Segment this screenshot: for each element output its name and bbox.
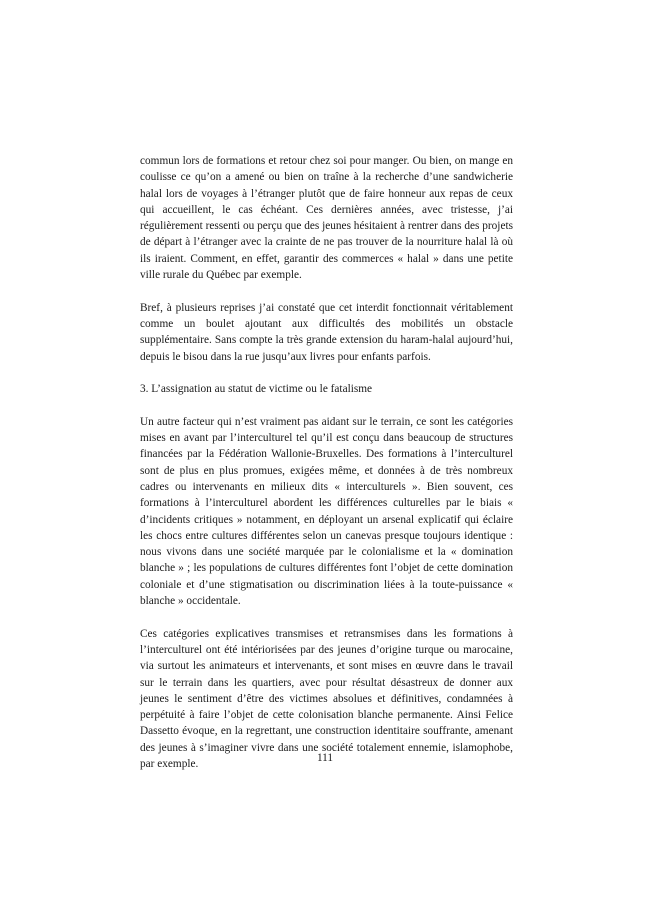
- paragraph-halal-travel: commun lors de formations et retour chez soi pour manger. Ou bien, on mange en coulisse ce qu’on a amené ou bien on traîne à la recherche d’une sandwicherie halal lors de voyages à l’étranger plutôt que de faire honneur aux repas de ceux qui accueillent, le cas échéant. Ces dernières années, avec tristesse, j’ai régulièrement ressenti ou perçu que des jeunes hésitaient à rentrer dans des projets de départ à l’étranger avec la crainte de ne pas trouver de la nourriture halal là où ils iraient. Comment, en effet, garantir des commerces « halal » dans une petite ville rurale du Québec par exemple.: [140, 155, 513, 282]
- paragraph-victimisation: Ces catégories explicatives transmises et retransmises dans les formations à l’interculturel ont été intériorisées par des jeunes d’origine turque ou marocaine, via surtout les animateurs et intervenants, et sont mises en œuvre dans le travail sur le terrain dans les quartiers, avec pour résultat désastreux de donner aux jeunes le sentiment d’être des victimes absolues et définitives, condamnées à perpétuité à faire l’objet de cette colonisation blanche permanente. Ainsi Felice Dassetto évoque, en la regrettant, une construction identitaire souffrante, amenant des jeunes à s’imaginer vivre dans une société totalement ennemie, islamophobe, par exemple.: [140, 627, 513, 770]
- paragraph-interdit-boulet: Bref, à plusieurs reprises j’ai constaté que cet interdit fonctionnait véritablement comme un boulet ajoutant aux difficultés des mobilités un obstacle supplémentaire. Sans compte la très grande extension du haram-halal aujourd’hui, depuis le bisou dans la rue jusqu’aux livres pour enfants parfois.: [140, 301, 513, 363]
- page-number: 111: [316, 752, 334, 764]
- paragraph-interculturel-categories: Un autre facteur qui n’est vraiment pas aidant sur le terrain, ce sont les catégories mises en avant par l’interculturel tel qu’il est conçu dans beaucoup de structures financées par la Fédération Wallonie-Bruxelles. Des formations à l’interculturel sont de plus en plus promues, exigées même, et données à de très nombreux cadres ou intervenants en milieux dits « interculturels ». Bien souvent, ces formations à l’interculturel abordent les différences culturelles par le biais « d’incidents critiques » notamment, en déployant un arsenal explicatif qui éclaire les chocs entre cultures différentes selon un canevas presque toujours identique : nous vivons dans une société marquée par le colonialisme et la « domination blanche » ; les populations de cultures différentes font l’objet de cette domination coloniale et d’une stigmatisation ou discrimination liées à la toute-puissance « blanche » occidentale.: [140, 415, 513, 608]
- body-text: [140, 153, 513, 789]
- section-heading: 3. L’assignation au statut de victime ou le fatalisme: [140, 383, 373, 396]
